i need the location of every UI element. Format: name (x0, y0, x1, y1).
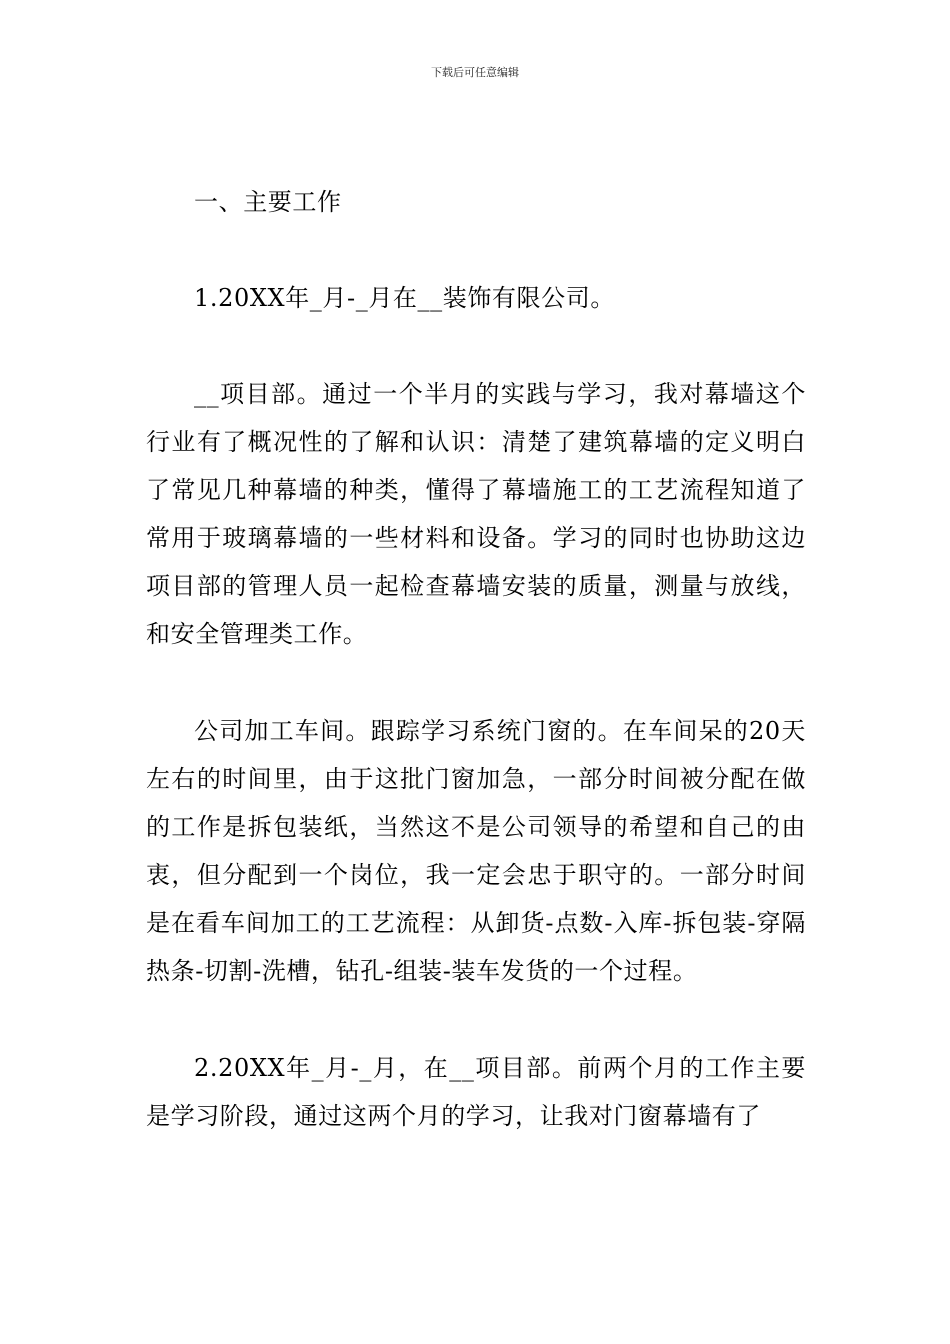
header-note: 下载后可任意编辑 (431, 66, 519, 79)
project-department-paragraph: __项目部。通过一个半月的实践与学习，我对幕墙这个行业有了概况性的了解和认识：清楚了建筑幕墙的定义明白了常见几种幕墙的种类，懂得了幕墙施工的工艺流程知道了常用于玻璃幕墙的一些材料和设备。学习的同时也协助这边项目部的管理人员一起检查幕墙安装的质量，测量与放线，和安全管理类工作。 (146, 380, 806, 648)
section-title: 一、主要工作 (194, 188, 342, 216)
item-1-paragraph: 1.20XX年_月-_月在__装饰有限公司。 (194, 284, 615, 312)
workshop-paragraph: 公司加工车间。跟踪学习系统门窗的。在车间呆的20天左右的时间里，由于这批门窗加急，一部分时间被分配在做的工作是拆包装纸，当然这不是公司领导的希望和自己的由衷，但分配到一个岗位，我一定会忠于职守的。一部分时间是在看车间加工的工艺流程：从卸货-点数-入库-拆包装-穿隔热条-切割-洗槽，钻孔-组装-装车发货的一个过程。 (146, 717, 806, 985)
item-2-paragraph: 2.20XX年_月-_月，在__项目部。前两个月的工作主要是学习阶段，通过这两个月的学习，让我对门窗幕墙有了 (146, 1054, 806, 1130)
document-body (146, 178, 806, 1140)
